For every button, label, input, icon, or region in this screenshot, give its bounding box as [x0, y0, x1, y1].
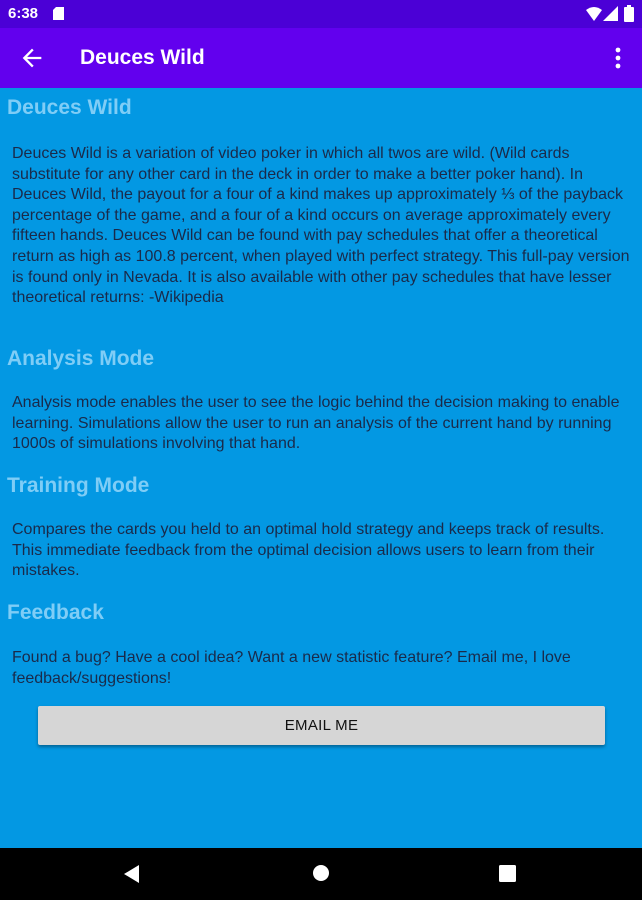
signal-icon [603, 6, 618, 21]
status-bar [0, 0, 642, 28]
sd-card-icon [53, 7, 64, 20]
section-body-analysis-mode: Analysis mode enables the user to see the logic behind the decision making to enable learning. Simulations allow the user to run an analysis of the current hand by running 1000s of simulations involving that hand. [12, 394, 620, 453]
section-heading-analysis-mode: Analysis Mode [7, 347, 155, 370]
nav-back-icon[interactable] [123, 864, 141, 884]
status-time: 6:38 [8, 5, 39, 22]
more-vert-icon[interactable] [606, 44, 630, 72]
navigation-bar [0, 848, 642, 900]
section-heading-deuces-wild: Deuces Wild [7, 96, 132, 119]
wifi-icon [586, 7, 602, 21]
battery-icon [624, 5, 634, 22]
email-me-button[interactable]: EMAIL ME [38, 706, 605, 745]
section-body-training-mode: Compares the cards you held to an optimal hold strategy and keeps track of results. This immediate feedback from the optimal decision allows users to learn from their mistakes. [12, 521, 605, 580]
page-title: Deuces Wild [80, 46, 205, 69]
arrow-left-icon[interactable] [18, 44, 46, 72]
section-body-deuces-wild: Deuces Wild is a variation of video poker in which all twos are wild. (Wild cards substitute for any other card in the deck in order to make a better poker hand). In Deuces Wild, the payout for a four of a kind makes up approximately ⅓ of the payback percentage of the game, and a four of a kind occurs on average approximately every fifteen hands. Deuces Wild can be found with pay schedules that offer a theoretical return as high as 100.8 percent, when played with perfect strategy. This full-pay version is found only in Nevada. It is also available with other pay schedules that have lesser theoretical returns: -Wikipedia [12, 145, 630, 307]
app-bar [0, 28, 642, 88]
section-body-feedback: Found a bug? Have a cool idea? Want a new statistic feature? Email me, I love feedback/suggestions! [12, 649, 571, 687]
nav-home-icon[interactable] [312, 864, 330, 882]
section-heading-training-mode: Training Mode [7, 474, 150, 497]
nav-recents-icon[interactable] [499, 865, 516, 882]
section-heading-feedback: Feedback [7, 601, 104, 624]
